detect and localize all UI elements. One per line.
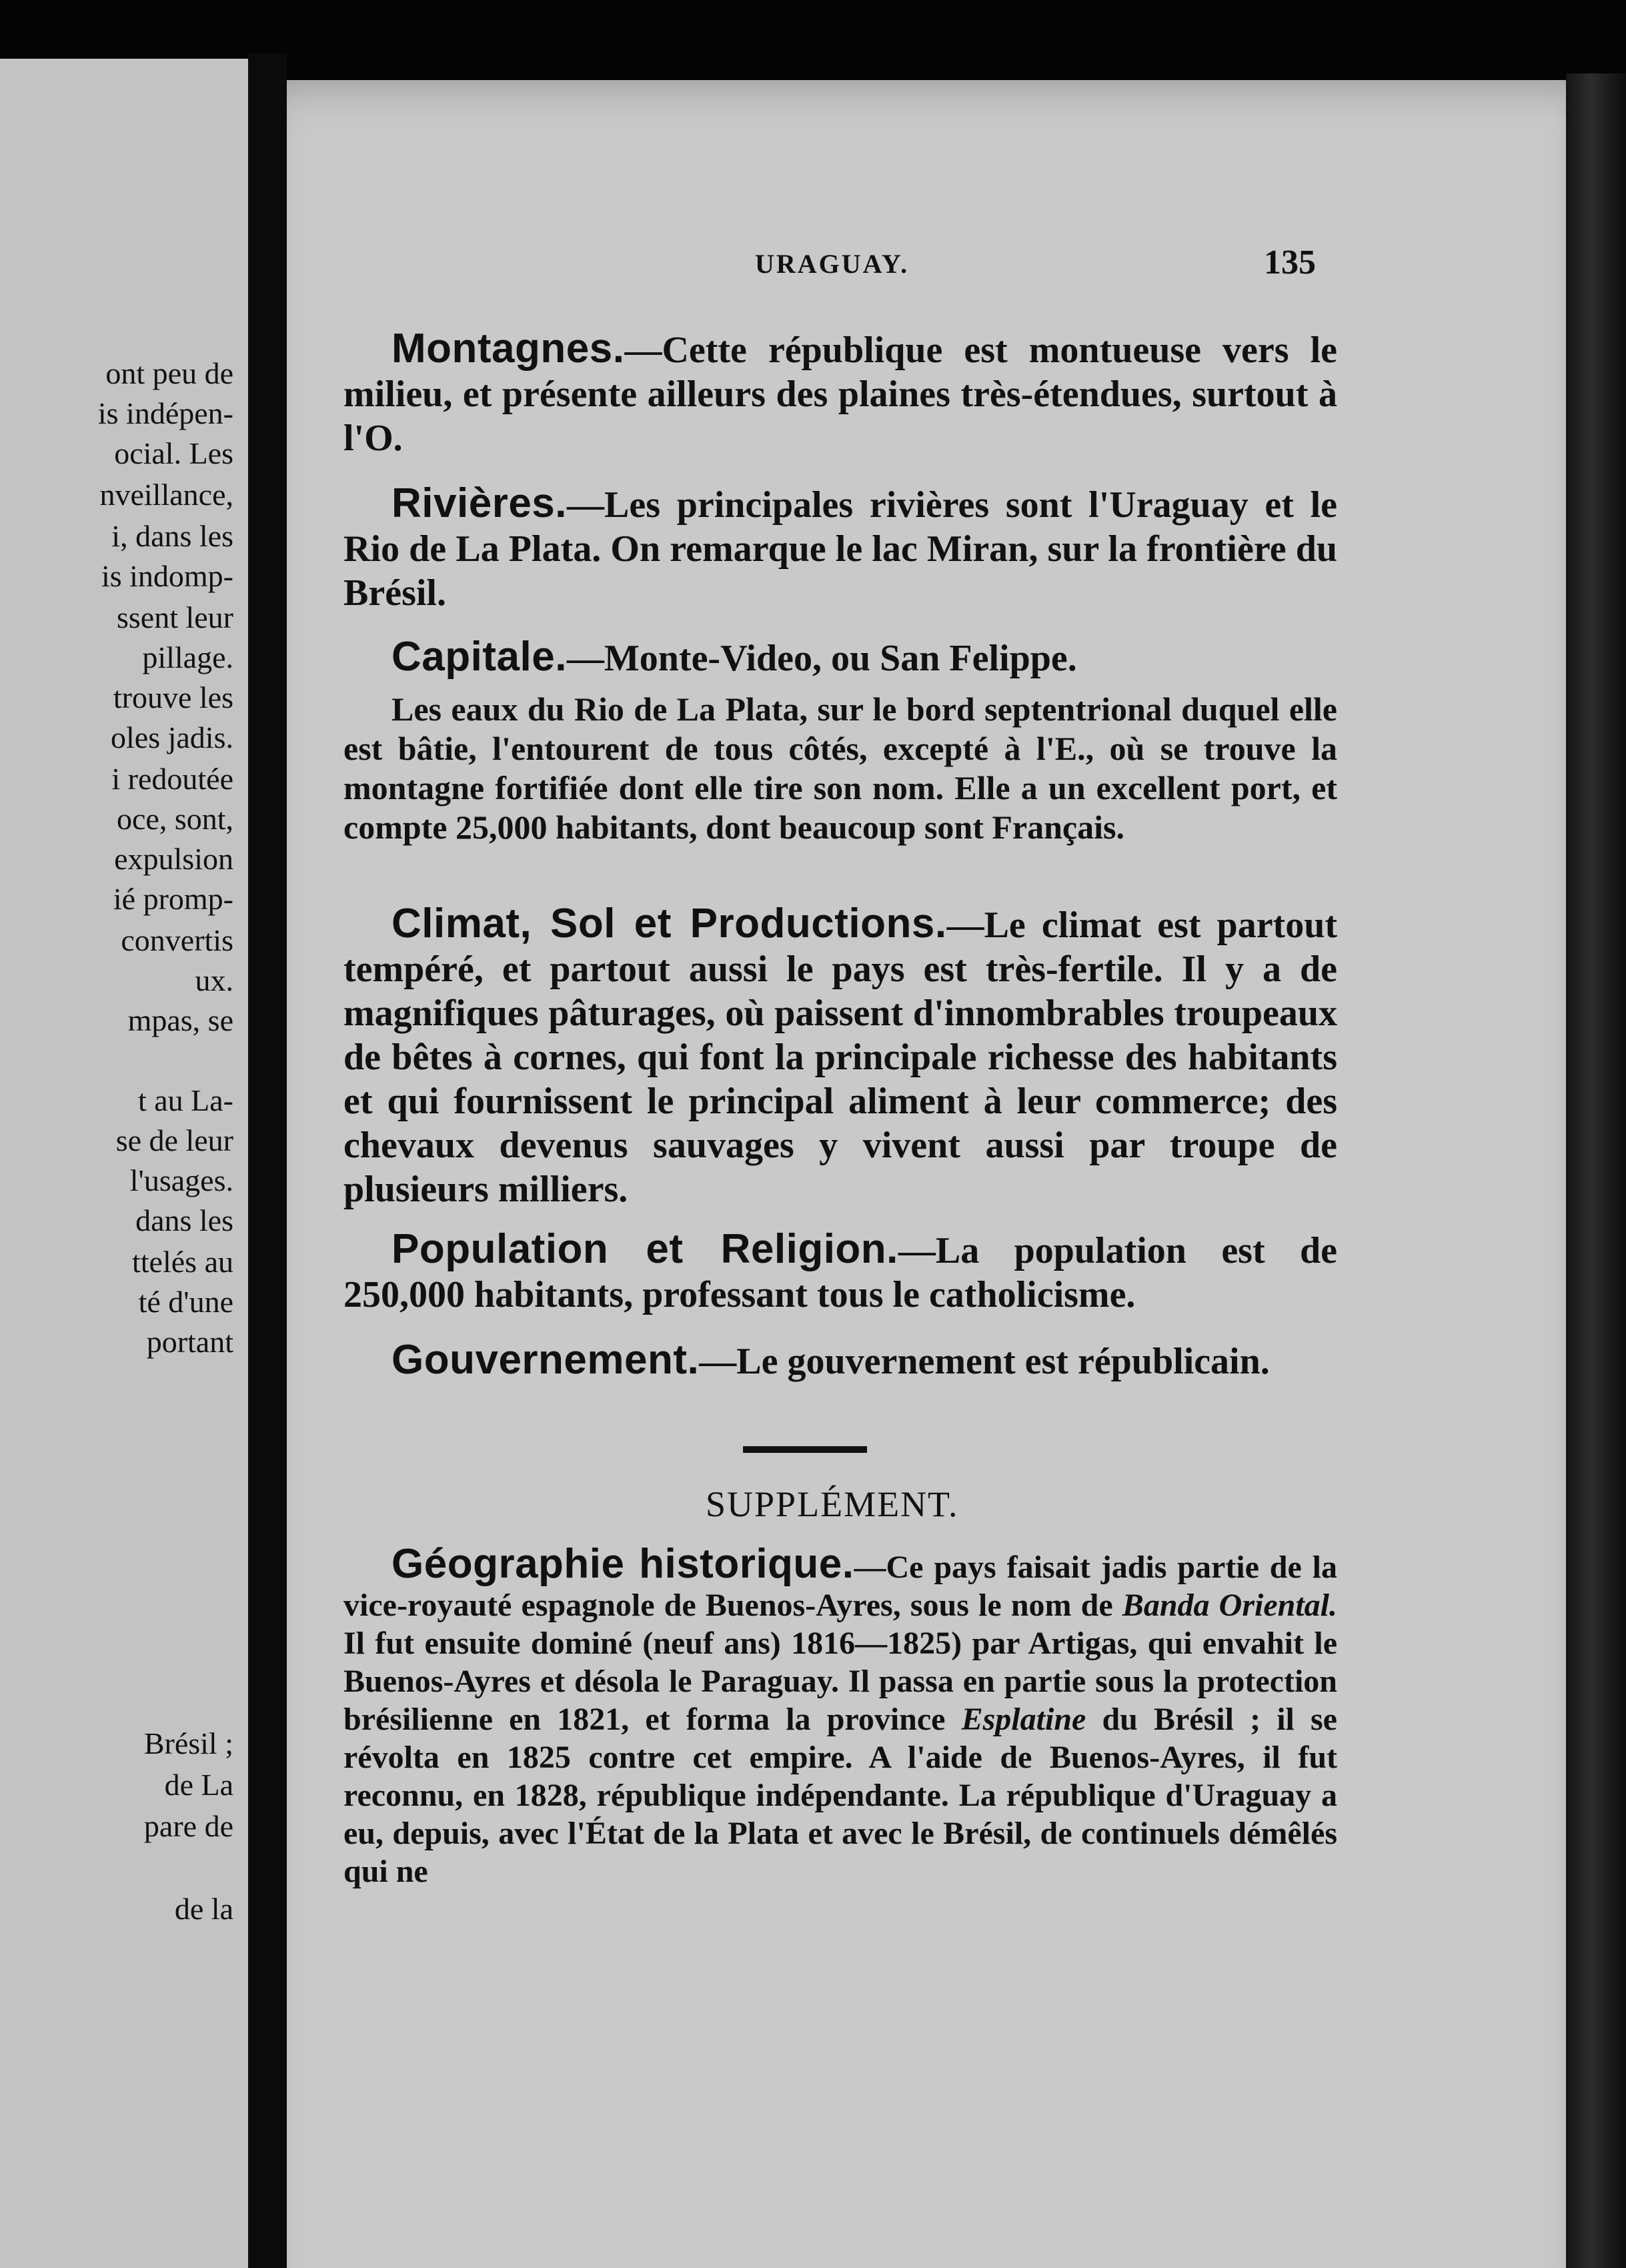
section-text: —La population est de 250,000 habitants, professant tous le catholicisme.	[343, 1230, 1337, 1315]
section-montagnes	[343, 327, 1337, 460]
section-heading: Population et Religion.	[391, 1226, 898, 1272]
section-heading: Climat, Sol et Productions.	[391, 901, 947, 947]
facing-page-line: is indépen-	[97, 396, 233, 430]
facing-page-line: oles jadis.	[111, 720, 233, 754]
facing-page-line: pare de	[143, 1809, 233, 1843]
page-edge-shadow	[1566, 73, 1626, 2268]
facing-page-line: nveillance,	[99, 478, 233, 512]
supplement-title: SUPPLÉMENT.	[706, 1484, 959, 1524]
facing-page-line: mpas, se	[127, 1003, 233, 1037]
facing-page-line: de La	[164, 1768, 233, 1802]
facing-page-line: ux.	[195, 963, 233, 997]
italic-term: Esplatine	[961, 1702, 1086, 1737]
section-text: —Ce pays faisait jadis partie de la vice-royauté espagnole de Buenos-Ayres, sous le nom de	[343, 1550, 1338, 1623]
section-heading: Capitale.	[391, 634, 567, 680]
section-divider	[743, 1446, 867, 1453]
running-header-title: URAGUAY.	[755, 249, 910, 279]
section-text: —Cette république est montueuse vers le milieu, et présente ailleurs des plaines très-étendues, surtout à l'O.	[343, 330, 1337, 459]
section-heading: Rivières.	[391, 480, 568, 526]
facing-page-line: l'usages.	[129, 1163, 233, 1197]
section-text: Il fut ensuite dominé (neuf ans) 1816—1825) par Artigas, qui envahit le Buenos-Ayres et désola le Paraguay. Il passa en partie sous la protection brésilienne en 1821, et forma la province	[343, 1626, 1337, 1737]
italic-term: Banda Oriental.	[1122, 1588, 1338, 1623]
facing-page-line: se de leur	[115, 1123, 233, 1157]
capitale-detail	[343, 690, 1337, 847]
section-text: —Le gouvernement est républicain.	[699, 1341, 1270, 1382]
facing-page-line: dans les	[135, 1203, 233, 1237]
section-population	[343, 1227, 1337, 1317]
page-number: 135	[1264, 243, 1316, 281]
facing-page-line: i, dans les	[111, 519, 233, 553]
facing-page-line: Brésil ;	[143, 1726, 233, 1760]
facing-page-line: trouve les	[113, 680, 233, 714]
facing-page-line: ont peu de	[105, 356, 233, 390]
capitale-detail-text: Les eaux du Rio de La Plata, sur le bord septentrional duquel elle est bâtie, l'entourent de tous côtés, excepté à l'E., où se trouve la montagne fortifiée dont elle tire son nom. Elle a un excellent port, et compte 25,000 habitants, dont beaucoup sont Français.	[343, 690, 1337, 846]
facing-page-line: ié promp-	[113, 882, 233, 916]
facing-page-line: oce, sont,	[116, 802, 233, 836]
facing-page-line: expulsion	[114, 842, 233, 876]
facing-page-line: convertis	[121, 923, 233, 957]
facing-page-line: té d'une	[138, 1285, 233, 1319]
section-text: —Monte-Video, ou San Felippe.	[566, 638, 1077, 679]
section-rivieres	[343, 482, 1337, 615]
facing-page-line: portant	[146, 1325, 233, 1359]
facing-page-line: ocial. Les	[114, 436, 233, 470]
facing-page-line: ssent leur	[116, 600, 233, 634]
section-heading: Montagnes.	[391, 326, 625, 372]
section-text: —Les principales rivières sont l'Uraguay et le Rio de La Plata. On remarque le lac Miran, sur la frontière du Brésil.	[343, 484, 1337, 614]
book-gutter	[248, 53, 287, 2268]
facing-page-line: t au La-	[137, 1083, 233, 1117]
facing-page-line: pillage.	[142, 640, 233, 674]
section-heading: Géographie historique.	[391, 1541, 854, 1587]
section-geographie-historique	[343, 1541, 1338, 1890]
section-heading: Gouvernement.	[391, 1337, 700, 1383]
facing-page-fragment	[0, 59, 252, 2268]
facing-page-line: ttelés au	[132, 1245, 233, 1279]
section-gouvernement	[343, 1338, 1337, 1383]
facing-page-line: is indomp-	[101, 559, 233, 593]
facing-page-line: i redoutée	[111, 762, 233, 796]
section-text: —Le climat est partout tempéré, et partout aussi le pays est très-fertile. Il y a de magnifiques pâturages, où paissent d'innombrables troupeaux de bêtes à cornes, qui font la principale richesse des habitants et qui fournissent le principal aliment à leur commerce; des chevaux devenus sauvages y vivent aussi par troupe de plusieurs milliers.	[343, 905, 1337, 1210]
section-climat	[343, 902, 1337, 1211]
facing-page-line: de la	[174, 1892, 233, 1926]
section-text: du Brésil ; il se révolta en 1825 contre cet empire. A l'aide de Buenos-Ayres, il fut reconnu, en 1828, république indépendante. La république d'Uraguay a eu, depuis, avec l'État de la Plata et avec le Brésil, de continuels démêlés qui ne	[343, 1702, 1337, 1889]
section-capitale	[343, 635, 1337, 680]
